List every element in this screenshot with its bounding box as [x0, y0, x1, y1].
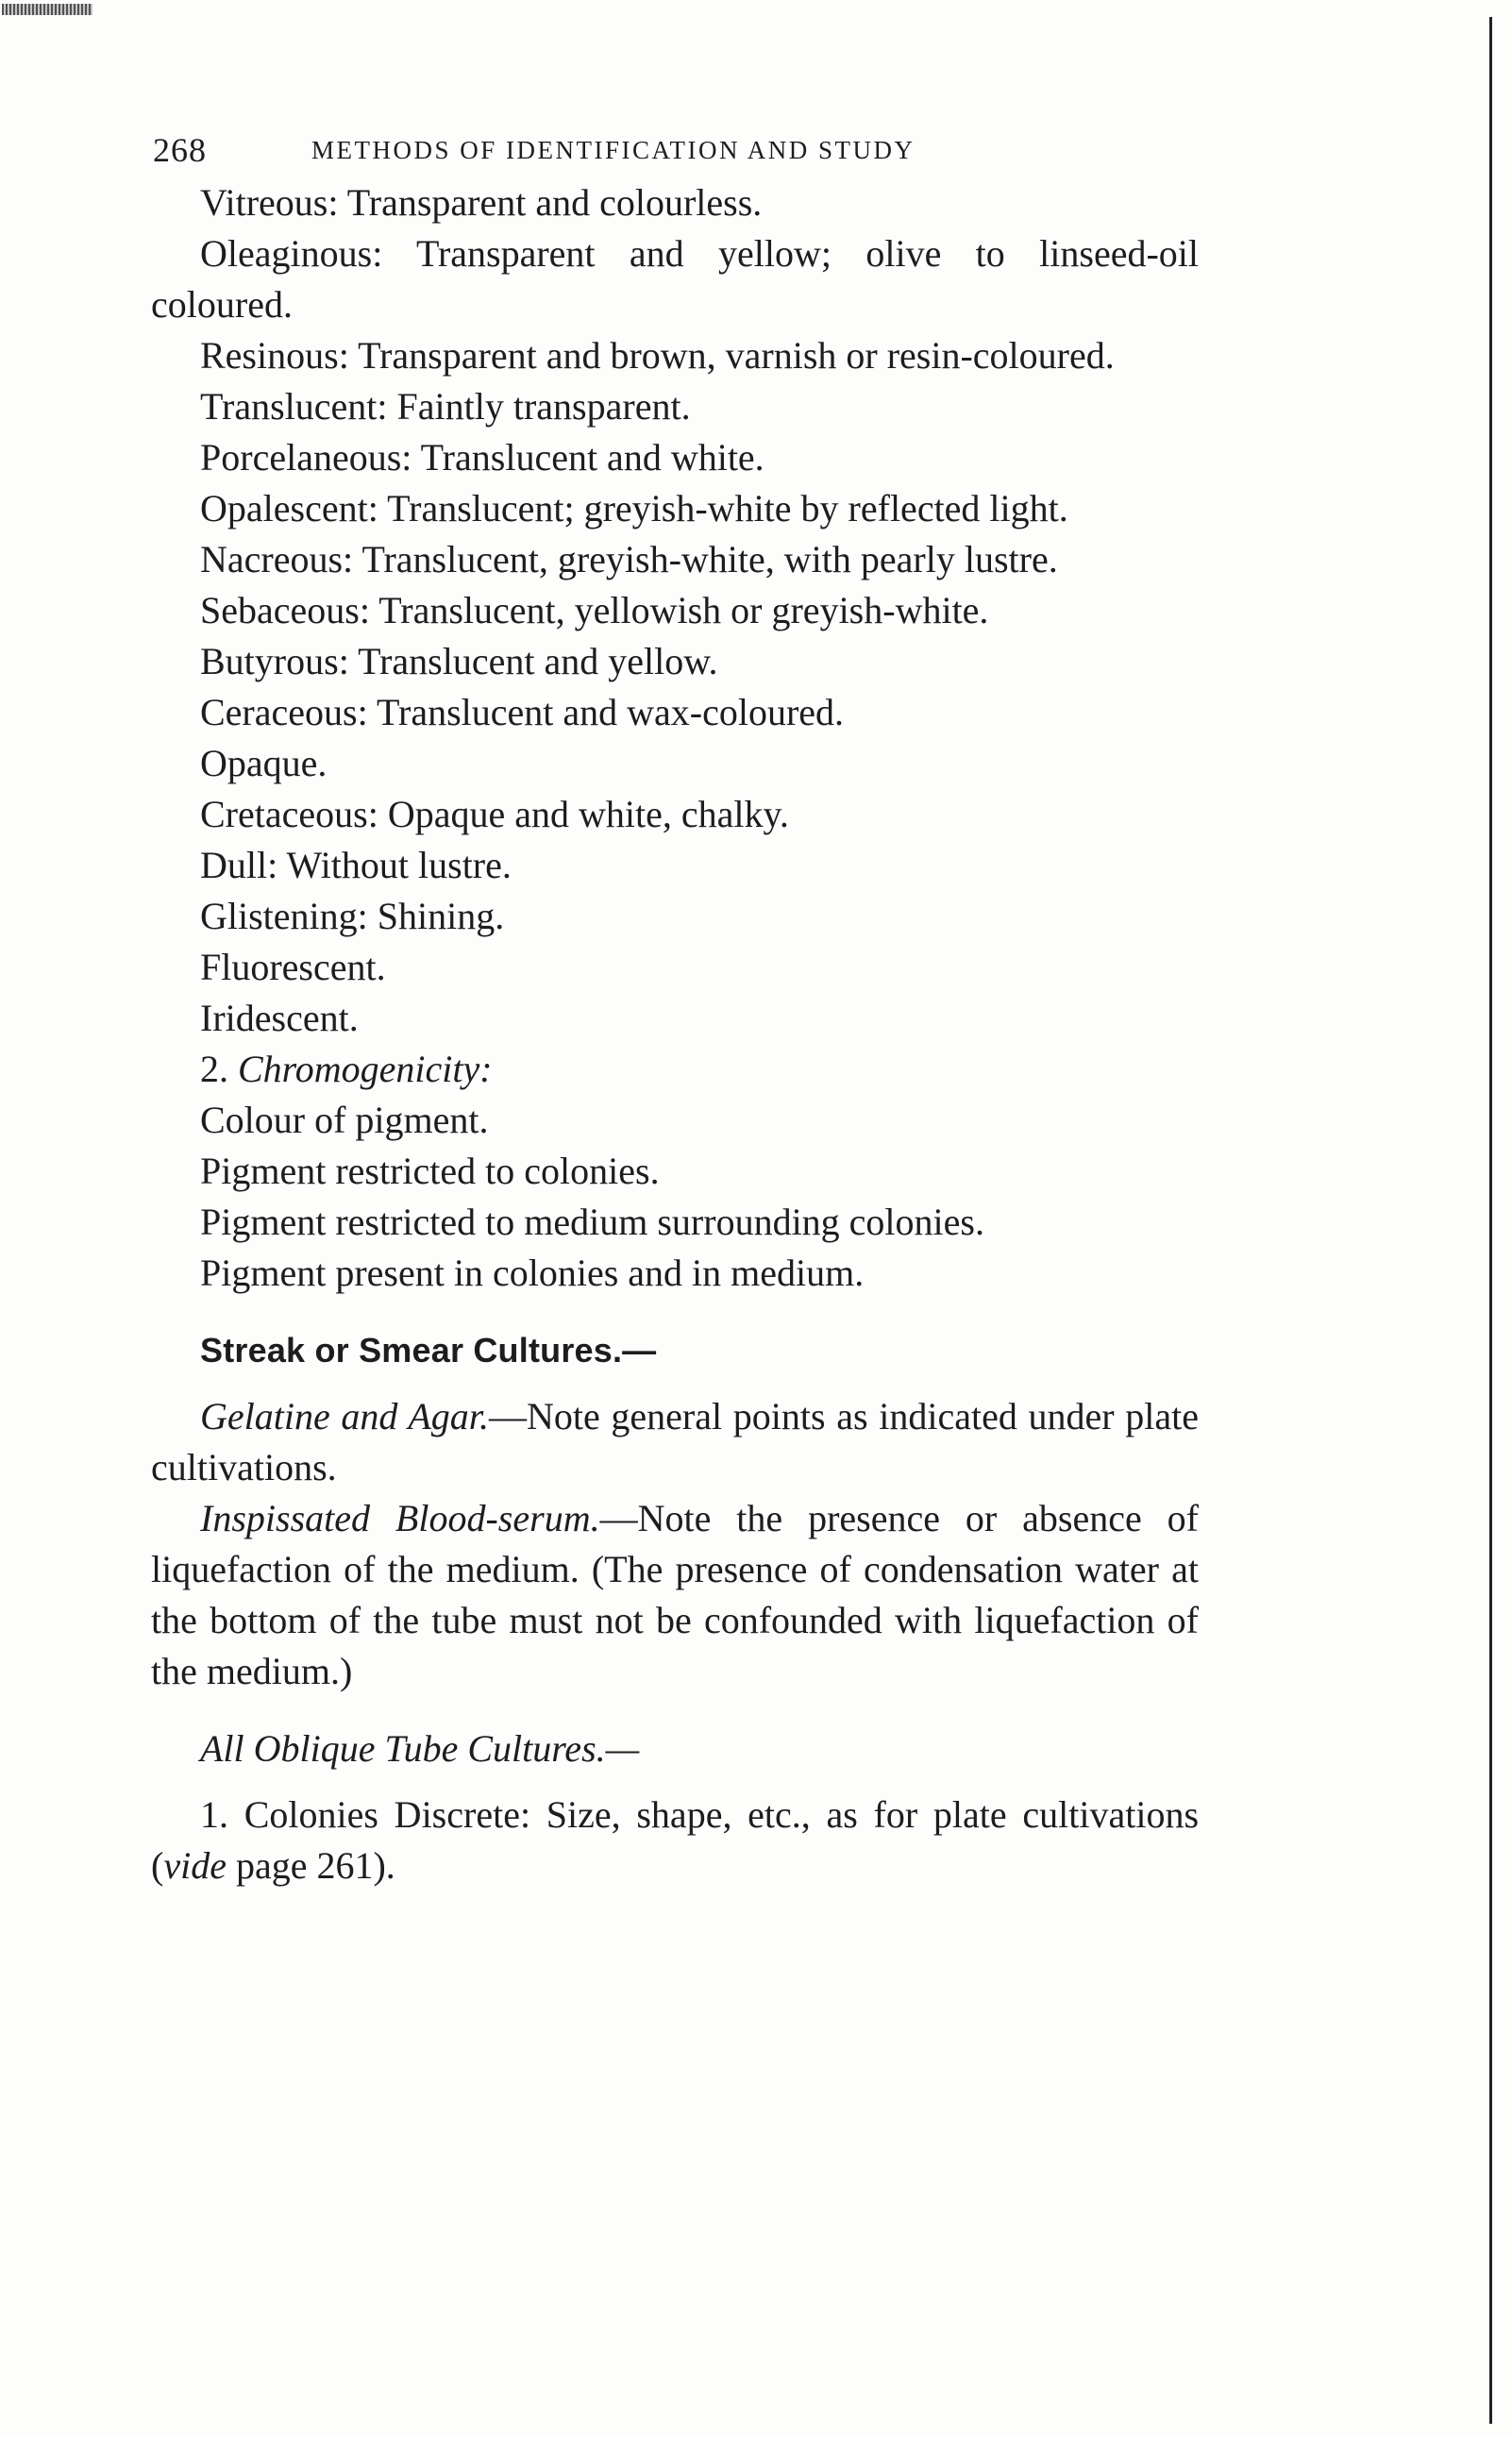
- term-entry: Fluorescent.: [200, 946, 386, 988]
- term-entry: Nacreous: Translucent, greyish-white, with pearly lustre.: [200, 538, 1058, 580]
- chromogenicity-item: Pigment present in colonies and in medium.: [200, 1252, 865, 1294]
- term-entry: Iridescent.: [200, 997, 359, 1039]
- term-entry: Opalescent: Translucent; greyish-white by reflected light.: [200, 487, 1068, 529]
- term-entry: Vitreous: Transparent and colourless.: [200, 181, 763, 224]
- term-entry: Porcelaneous: Translucent and white.: [200, 436, 764, 479]
- term-entry: Dull: Without lustre.: [200, 844, 512, 886]
- term-entry: Resinous: Transparent and brown, varnish or resin-coloured.: [200, 334, 1115, 377]
- chromogenicity-item: Colour of pigment.: [200, 1099, 489, 1141]
- term-entry: Opaque.: [200, 742, 328, 784]
- streak-cultures-section: [151, 1325, 1199, 1697]
- section-heading: All Oblique Tube Cultures.—: [200, 1727, 640, 1770]
- scan-artifact: [2, 4, 92, 15]
- running-head: METHODS OF IDENTIFICATION AND STUDY: [311, 136, 916, 164]
- term-entry: Oleaginous: Transparent and yellow; olive to linseed-oil coloured.: [151, 232, 1199, 326]
- paragraph: Inspissated Blood-serum.—Note the presence or absence of liquefaction of the medium. (The presence of condensation water at the bottom of the tube must not be confounded with liquefaction of the medium.): [151, 1497, 1199, 1692]
- chromogenicity-item: Pigment restricted to colonies.: [200, 1150, 660, 1192]
- chromogenicity-heading: 2. Chromogenicity:: [200, 1048, 493, 1090]
- term-entry: Glistening: Shining.: [200, 895, 505, 937]
- term-entry: Sebaceous: Translucent, yellowish or greyish-white.: [200, 589, 989, 631]
- numbered-item: 1. Colonies Discrete: Size, shape, etc., as for plate cultivations (vide page 261).: [151, 1793, 1200, 1887]
- chromogenicity-item: Pigment restricted to medium surrounding colonies.: [200, 1201, 984, 1243]
- page-header: [151, 121, 1199, 177]
- term-entry: Ceraceous: Translucent and wax-coloured.: [200, 691, 845, 733]
- chromogenicity-block: [151, 1044, 1199, 1299]
- section-heading: Streak or Smear Cultures.—: [200, 1331, 657, 1370]
- page-number: 268: [153, 131, 207, 169]
- page-edge-line: [1489, 17, 1492, 2424]
- paragraph: Gelatine and Agar.—Note general points as indicated under plate cultivations.: [151, 1395, 1199, 1488]
- term-entry: Butyrous: Translucent and yellow.: [200, 640, 718, 682]
- oblique-cultures-section: [151, 1723, 1199, 1891]
- page-content: [151, 121, 1199, 1891]
- term-entry: Cretaceous: Opaque and white, chalky.: [200, 793, 789, 835]
- term-entry: Translucent: Faintly transparent.: [200, 385, 691, 428]
- lustre-term-list: [151, 177, 1199, 1044]
